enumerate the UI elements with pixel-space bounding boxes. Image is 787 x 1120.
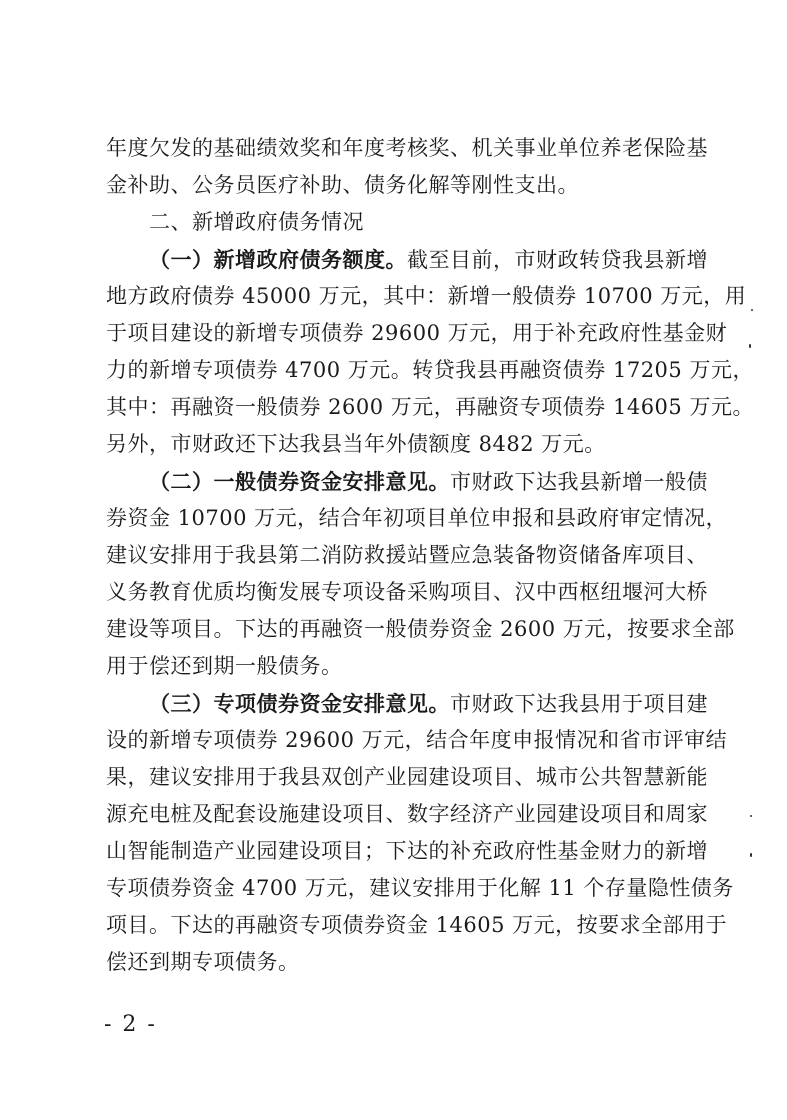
paragraph-line: 地方政府债券 45000 万元，其中：新增一般债券 10700 万元，用 bbox=[106, 284, 747, 308]
section-2-label: （二）一般债券资金安排意见。 bbox=[149, 469, 450, 494]
section-1-label: （一）新增政府债务额度。 bbox=[149, 247, 407, 272]
section-1-first-text: 截至目前，市财政转贷我县新增 bbox=[407, 248, 708, 272]
paragraph-line: 建设等项目。下达的再融资一般债券资金 2600 万元，按要求全部 bbox=[106, 617, 735, 641]
paragraph-line: 义务教育优质均衡发展专项设备采购项目、汉中西枢纽堰河大桥 bbox=[106, 580, 708, 604]
scan-speck bbox=[751, 309, 753, 311]
section-3-first-line bbox=[106, 685, 706, 722]
paragraph-line: 其中：再融资一般债券 2600 万元，再融资专项债券 14605 万元。 bbox=[106, 395, 754, 419]
section-3-first-text: 市财政下达我县用于项目建 bbox=[450, 692, 708, 716]
paragraph-line: 山智能制造产业园建设项目；下达的补充政府性基金财力的新增 bbox=[106, 839, 708, 863]
paragraph-line: 金补助、公务员医疗补助、债务化解等刚性支出。 bbox=[106, 173, 579, 197]
paragraph-line: 建议安排用于我县第二消防救援站暨应急装备物资储备库项目、 bbox=[106, 543, 708, 567]
scan-speck bbox=[750, 815, 752, 817]
section-1-first-line bbox=[106, 241, 706, 278]
scan-speck bbox=[749, 344, 751, 348]
paragraph-line: 专项债券资金 4700 万元，建议安排用于化解 11 个存量隐性债务 bbox=[106, 876, 734, 900]
paragraph-line: 另外，市财政还下达我县当年外债额度 8482 万元。 bbox=[106, 432, 606, 456]
body-text bbox=[106, 130, 754, 981]
section-3-label: （三）专项债券资金安排意见。 bbox=[149, 691, 450, 716]
paragraph-line: 项目。下达的再融资专项债券资金 14605 万元，按要求全部用于 bbox=[106, 913, 728, 937]
scan-speck bbox=[750, 853, 752, 857]
paragraph-line: 用于偿还到期一般债务。 bbox=[106, 654, 343, 678]
paragraph-line: 券资金 10700 万元，结合年初项目单位申报和县政府审定情况， bbox=[106, 506, 728, 530]
section-2-first-text: 市财政下达我县新增一般债 bbox=[450, 470, 708, 494]
paragraph-line: 果，建议安排用于我县双创产业园建设项目、城市公共智慧新能 bbox=[106, 765, 708, 789]
paragraph-line: 力的新增专项债券 4700 万元。转贷我县再融资债券 17205 万元， bbox=[106, 358, 754, 382]
section-2-first-line bbox=[106, 463, 706, 500]
paragraph-line: 源充电桩及配套设施建设项目、数字经济产业园建设项目和周家 bbox=[106, 802, 708, 826]
paragraph-line: 设的新增专项债券 29600 万元，结合年度申报情况和省市评审结 bbox=[106, 728, 728, 752]
section-heading: 二、新增政府债务情况 bbox=[149, 210, 364, 234]
page-number: - 2 - bbox=[104, 1012, 157, 1037]
paragraph-line: 年度欠发的基础绩效奖和年度考核奖、机关事业单位养老保险基 bbox=[106, 136, 708, 160]
paragraph-line: 偿还到期专项债务。 bbox=[106, 950, 300, 974]
paragraph-line: 于项目建设的新增专项债券 29600 万元，用于补充政府性基金财 bbox=[106, 321, 728, 345]
